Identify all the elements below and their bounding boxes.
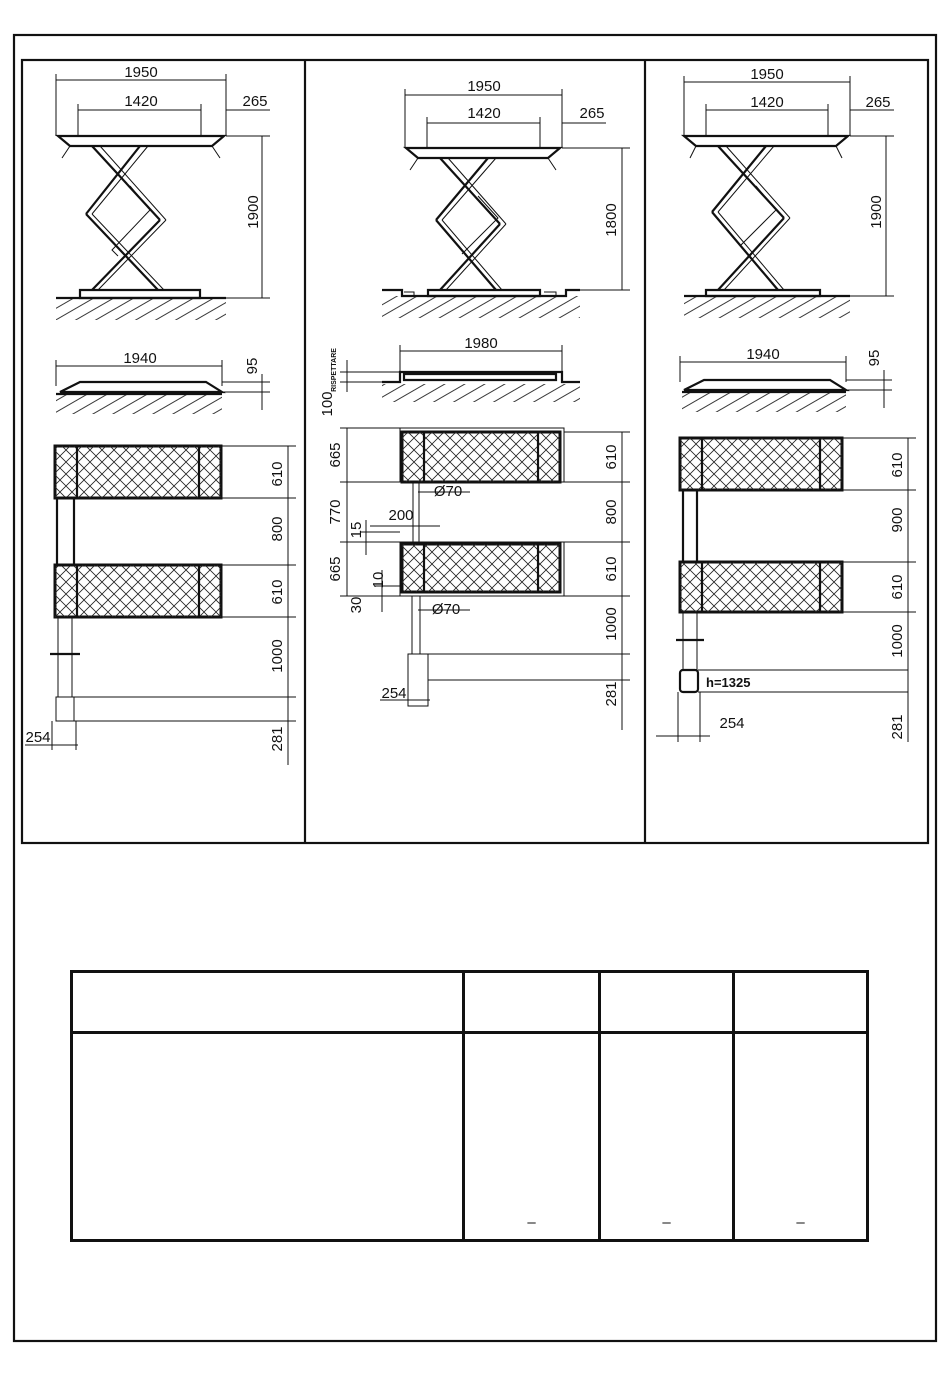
dim-width-inner: 1420 bbox=[124, 93, 158, 110]
dim-plan-w1: 610 bbox=[603, 444, 620, 470]
table-header-row bbox=[72, 972, 868, 1033]
dim-plan-dia-b: Ø70 bbox=[431, 601, 461, 618]
side-view-2 bbox=[382, 78, 630, 318]
section-view-3 bbox=[680, 346, 892, 412]
dim-plan-dia-a: Ø70 bbox=[433, 483, 463, 500]
dim-width-inner: 1420 bbox=[750, 94, 784, 111]
plan-view-2 bbox=[327, 428, 630, 730]
dim-section-depth: 100 bbox=[319, 391, 336, 417]
dim-overhang: 265 bbox=[242, 93, 268, 110]
table-header-cell bbox=[464, 972, 600, 1033]
dim-width-total: 1950 bbox=[467, 78, 501, 95]
dim-overhang: 265 bbox=[865, 94, 891, 111]
table-header-cell bbox=[600, 972, 734, 1033]
table-header-cell bbox=[72, 972, 464, 1033]
dim-plan-w2: 610 bbox=[889, 574, 906, 600]
dim-plan-gap: 800 bbox=[603, 499, 620, 525]
dim-height: 1800 bbox=[603, 203, 620, 237]
section-view-2 bbox=[319, 335, 580, 417]
dim-plan-offset: 254 bbox=[25, 729, 51, 746]
table-header-cell bbox=[734, 972, 868, 1033]
dim-plan-30: 30 bbox=[348, 596, 365, 614]
dim-section-length: 1980 bbox=[464, 335, 498, 352]
dim-overhang: 265 bbox=[579, 105, 605, 122]
dim-plan-w1: 610 bbox=[889, 452, 906, 478]
dim-plan-d2: 281 bbox=[603, 681, 620, 707]
table-row bbox=[72, 1033, 868, 1241]
dim-width-total: 1950 bbox=[750, 66, 784, 83]
side-view-3 bbox=[684, 66, 894, 318]
dim-plan-gap: 800 bbox=[269, 516, 286, 542]
dim-height: 1900 bbox=[245, 195, 262, 229]
dim-plan-d2: 281 bbox=[269, 726, 286, 752]
table-cell: – bbox=[734, 1033, 868, 1241]
dim-plan-w1: 610 bbox=[269, 461, 286, 487]
dim-plan-h3: 665 bbox=[327, 556, 344, 582]
dim-section-length: 1940 bbox=[746, 346, 780, 363]
spec-table bbox=[70, 970, 869, 1242]
dim-plan-gap: 900 bbox=[889, 507, 906, 533]
table-cell: – bbox=[600, 1033, 734, 1241]
side-view-1 bbox=[56, 64, 270, 320]
dim-plan-10: 10 bbox=[370, 571, 387, 589]
dim-plan-d1: 1000 bbox=[603, 607, 620, 641]
dim-plan-200: 200 bbox=[388, 507, 414, 524]
dim-section-thickness: 95 bbox=[866, 349, 883, 367]
dim-section-thickness: 95 bbox=[244, 357, 261, 375]
table-cell bbox=[72, 1033, 464, 1241]
dim-plan-offset: 254 bbox=[381, 685, 407, 702]
panel-3 bbox=[656, 66, 916, 742]
height-label: h=1325 bbox=[706, 675, 751, 690]
dim-plan-d1: 1000 bbox=[889, 624, 906, 658]
plan-view-3 bbox=[656, 438, 916, 742]
spec-table-wrapper bbox=[70, 970, 866, 1242]
dim-width-inner: 1420 bbox=[467, 105, 501, 122]
dim-plan-d1: 1000 bbox=[269, 639, 286, 673]
dim-plan-offset: 254 bbox=[719, 715, 745, 732]
dim-plan-w2: 610 bbox=[269, 579, 286, 605]
dim-plan-d2: 281 bbox=[889, 714, 906, 740]
dim-plan-15: 15 bbox=[348, 521, 365, 539]
dim-width-total: 1950 bbox=[124, 64, 158, 81]
section-view-1 bbox=[56, 350, 270, 414]
dim-section-length: 1940 bbox=[123, 350, 157, 367]
dim-plan-w2: 610 bbox=[603, 556, 620, 582]
dim-plan-h2: 770 bbox=[327, 499, 344, 525]
dim-plan-h1: 665 bbox=[327, 442, 344, 468]
plan-view-1 bbox=[25, 446, 296, 765]
section-note: RISPETTARE bbox=[331, 348, 338, 392]
panel-1 bbox=[25, 64, 296, 765]
table-cell: – bbox=[464, 1033, 600, 1241]
dim-height: 1900 bbox=[868, 195, 885, 229]
panel-2 bbox=[319, 78, 630, 730]
